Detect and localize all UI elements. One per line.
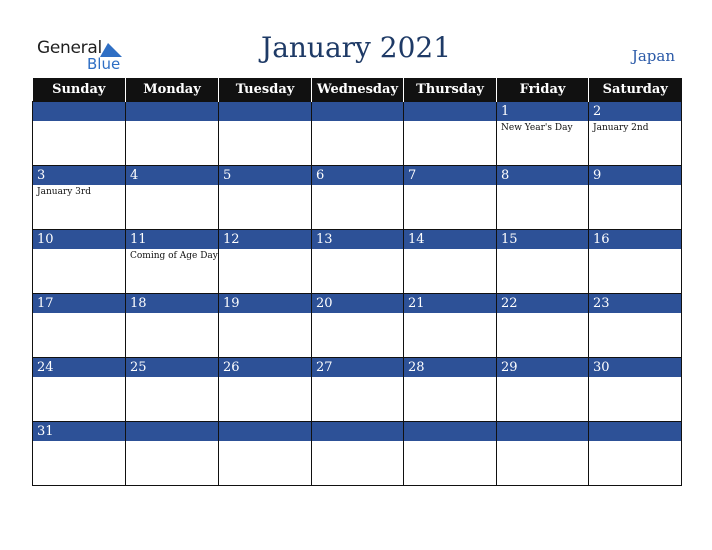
day-cell[interactable]	[219, 358, 312, 422]
weekday-header-row	[33, 78, 682, 102]
week-row	[33, 358, 682, 422]
day-cell[interactable]	[219, 230, 312, 294]
week-row	[33, 422, 682, 486]
week-row	[33, 294, 682, 358]
day-number: 7	[404, 166, 496, 185]
day-cell[interactable]	[219, 102, 312, 166]
day-cell[interactable]	[404, 166, 497, 230]
holiday-label: January 3rd	[37, 187, 91, 197]
day-cell[interactable]	[33, 422, 126, 486]
day-number: 8	[497, 166, 588, 185]
day-cell[interactable]	[589, 422, 682, 486]
day-number: 31	[33, 422, 125, 441]
day-number	[497, 422, 588, 441]
weekday-wednesday: Wednesday	[312, 78, 404, 102]
holiday-label: New Year's Day	[501, 123, 573, 133]
weekday-saturday: Saturday	[589, 78, 682, 102]
day-cell[interactable]	[126, 230, 219, 294]
day-number: 14	[404, 230, 496, 249]
day-number: 29	[497, 358, 588, 377]
day-number: 21	[404, 294, 496, 313]
day-number: 18	[126, 294, 218, 313]
day-number	[219, 422, 311, 441]
day-number: 22	[497, 294, 588, 313]
day-number: 12	[219, 230, 311, 249]
day-number: 17	[33, 294, 125, 313]
day-number	[312, 422, 403, 441]
holiday-label: Coming of Age Day	[130, 251, 218, 261]
week-row	[33, 102, 682, 166]
day-cell[interactable]	[312, 230, 404, 294]
day-cell[interactable]	[33, 166, 126, 230]
day-number: 3	[33, 166, 125, 185]
day-cell[interactable]	[126, 166, 219, 230]
day-cell[interactable]	[589, 294, 682, 358]
day-number	[404, 422, 496, 441]
day-cell[interactable]	[33, 230, 126, 294]
day-cell[interactable]	[589, 166, 682, 230]
day-number	[33, 102, 125, 121]
week-row	[33, 166, 682, 230]
day-number	[404, 102, 496, 121]
day-cell[interactable]	[126, 422, 219, 486]
logo-word-blue: Blue	[87, 55, 121, 73]
day-number	[126, 422, 218, 441]
day-number: 13	[312, 230, 403, 249]
day-cell[interactable]	[497, 294, 589, 358]
weekday-friday: Friday	[497, 78, 589, 102]
day-cell[interactable]	[589, 230, 682, 294]
day-number	[312, 102, 403, 121]
day-cell[interactable]	[219, 294, 312, 358]
day-cell[interactable]	[33, 102, 126, 166]
day-cell[interactable]	[33, 358, 126, 422]
day-number: 4	[126, 166, 218, 185]
day-number: 30	[589, 358, 681, 377]
day-number	[126, 102, 218, 121]
day-cell[interactable]	[589, 102, 682, 166]
holiday-label: January 2nd	[593, 123, 649, 133]
day-number: 25	[126, 358, 218, 377]
day-cell[interactable]	[126, 294, 219, 358]
weekday-monday: Monday	[126, 78, 219, 102]
day-number: 2	[589, 102, 681, 121]
day-cell[interactable]	[404, 294, 497, 358]
day-number	[219, 102, 311, 121]
country-label: Japan	[631, 47, 675, 65]
day-cell[interactable]	[404, 230, 497, 294]
day-number: 6	[312, 166, 403, 185]
day-number: 27	[312, 358, 403, 377]
day-number: 10	[33, 230, 125, 249]
day-cell[interactable]	[497, 358, 589, 422]
day-cell[interactable]	[312, 358, 404, 422]
day-cell[interactable]	[404, 422, 497, 486]
day-cell[interactable]	[219, 422, 312, 486]
day-number: 15	[497, 230, 588, 249]
day-number: 20	[312, 294, 403, 313]
day-number: 9	[589, 166, 681, 185]
day-number: 26	[219, 358, 311, 377]
day-number: 5	[219, 166, 311, 185]
day-number: 28	[404, 358, 496, 377]
day-number: 16	[589, 230, 681, 249]
calendar-grid	[32, 78, 682, 486]
day-number: 1	[497, 102, 588, 121]
weekday-sunday: Sunday	[33, 78, 126, 102]
day-number: 23	[589, 294, 681, 313]
weekday-thursday: Thursday	[404, 78, 497, 102]
weekday-tuesday: Tuesday	[219, 78, 312, 102]
day-cell[interactable]	[404, 102, 497, 166]
day-cell[interactable]	[497, 230, 589, 294]
day-cell[interactable]	[589, 358, 682, 422]
day-cell[interactable]	[312, 294, 404, 358]
week-row	[33, 230, 682, 294]
logo-word-general: General	[37, 38, 102, 58]
day-cell[interactable]	[497, 422, 589, 486]
day-cell[interactable]	[312, 166, 404, 230]
day-cell[interactable]	[126, 102, 219, 166]
day-cell[interactable]	[312, 422, 404, 486]
day-number: 11	[126, 230, 218, 249]
day-cell[interactable]	[404, 358, 497, 422]
page-title: January 2021	[260, 31, 452, 64]
day-number	[589, 422, 681, 441]
day-cell[interactable]	[219, 166, 312, 230]
day-cell[interactable]	[497, 102, 589, 166]
day-cell[interactable]	[126, 358, 219, 422]
day-cell[interactable]	[497, 166, 589, 230]
day-number: 24	[33, 358, 125, 377]
day-cell[interactable]	[33, 294, 126, 358]
day-number: 19	[219, 294, 311, 313]
day-cell[interactable]	[312, 102, 404, 166]
